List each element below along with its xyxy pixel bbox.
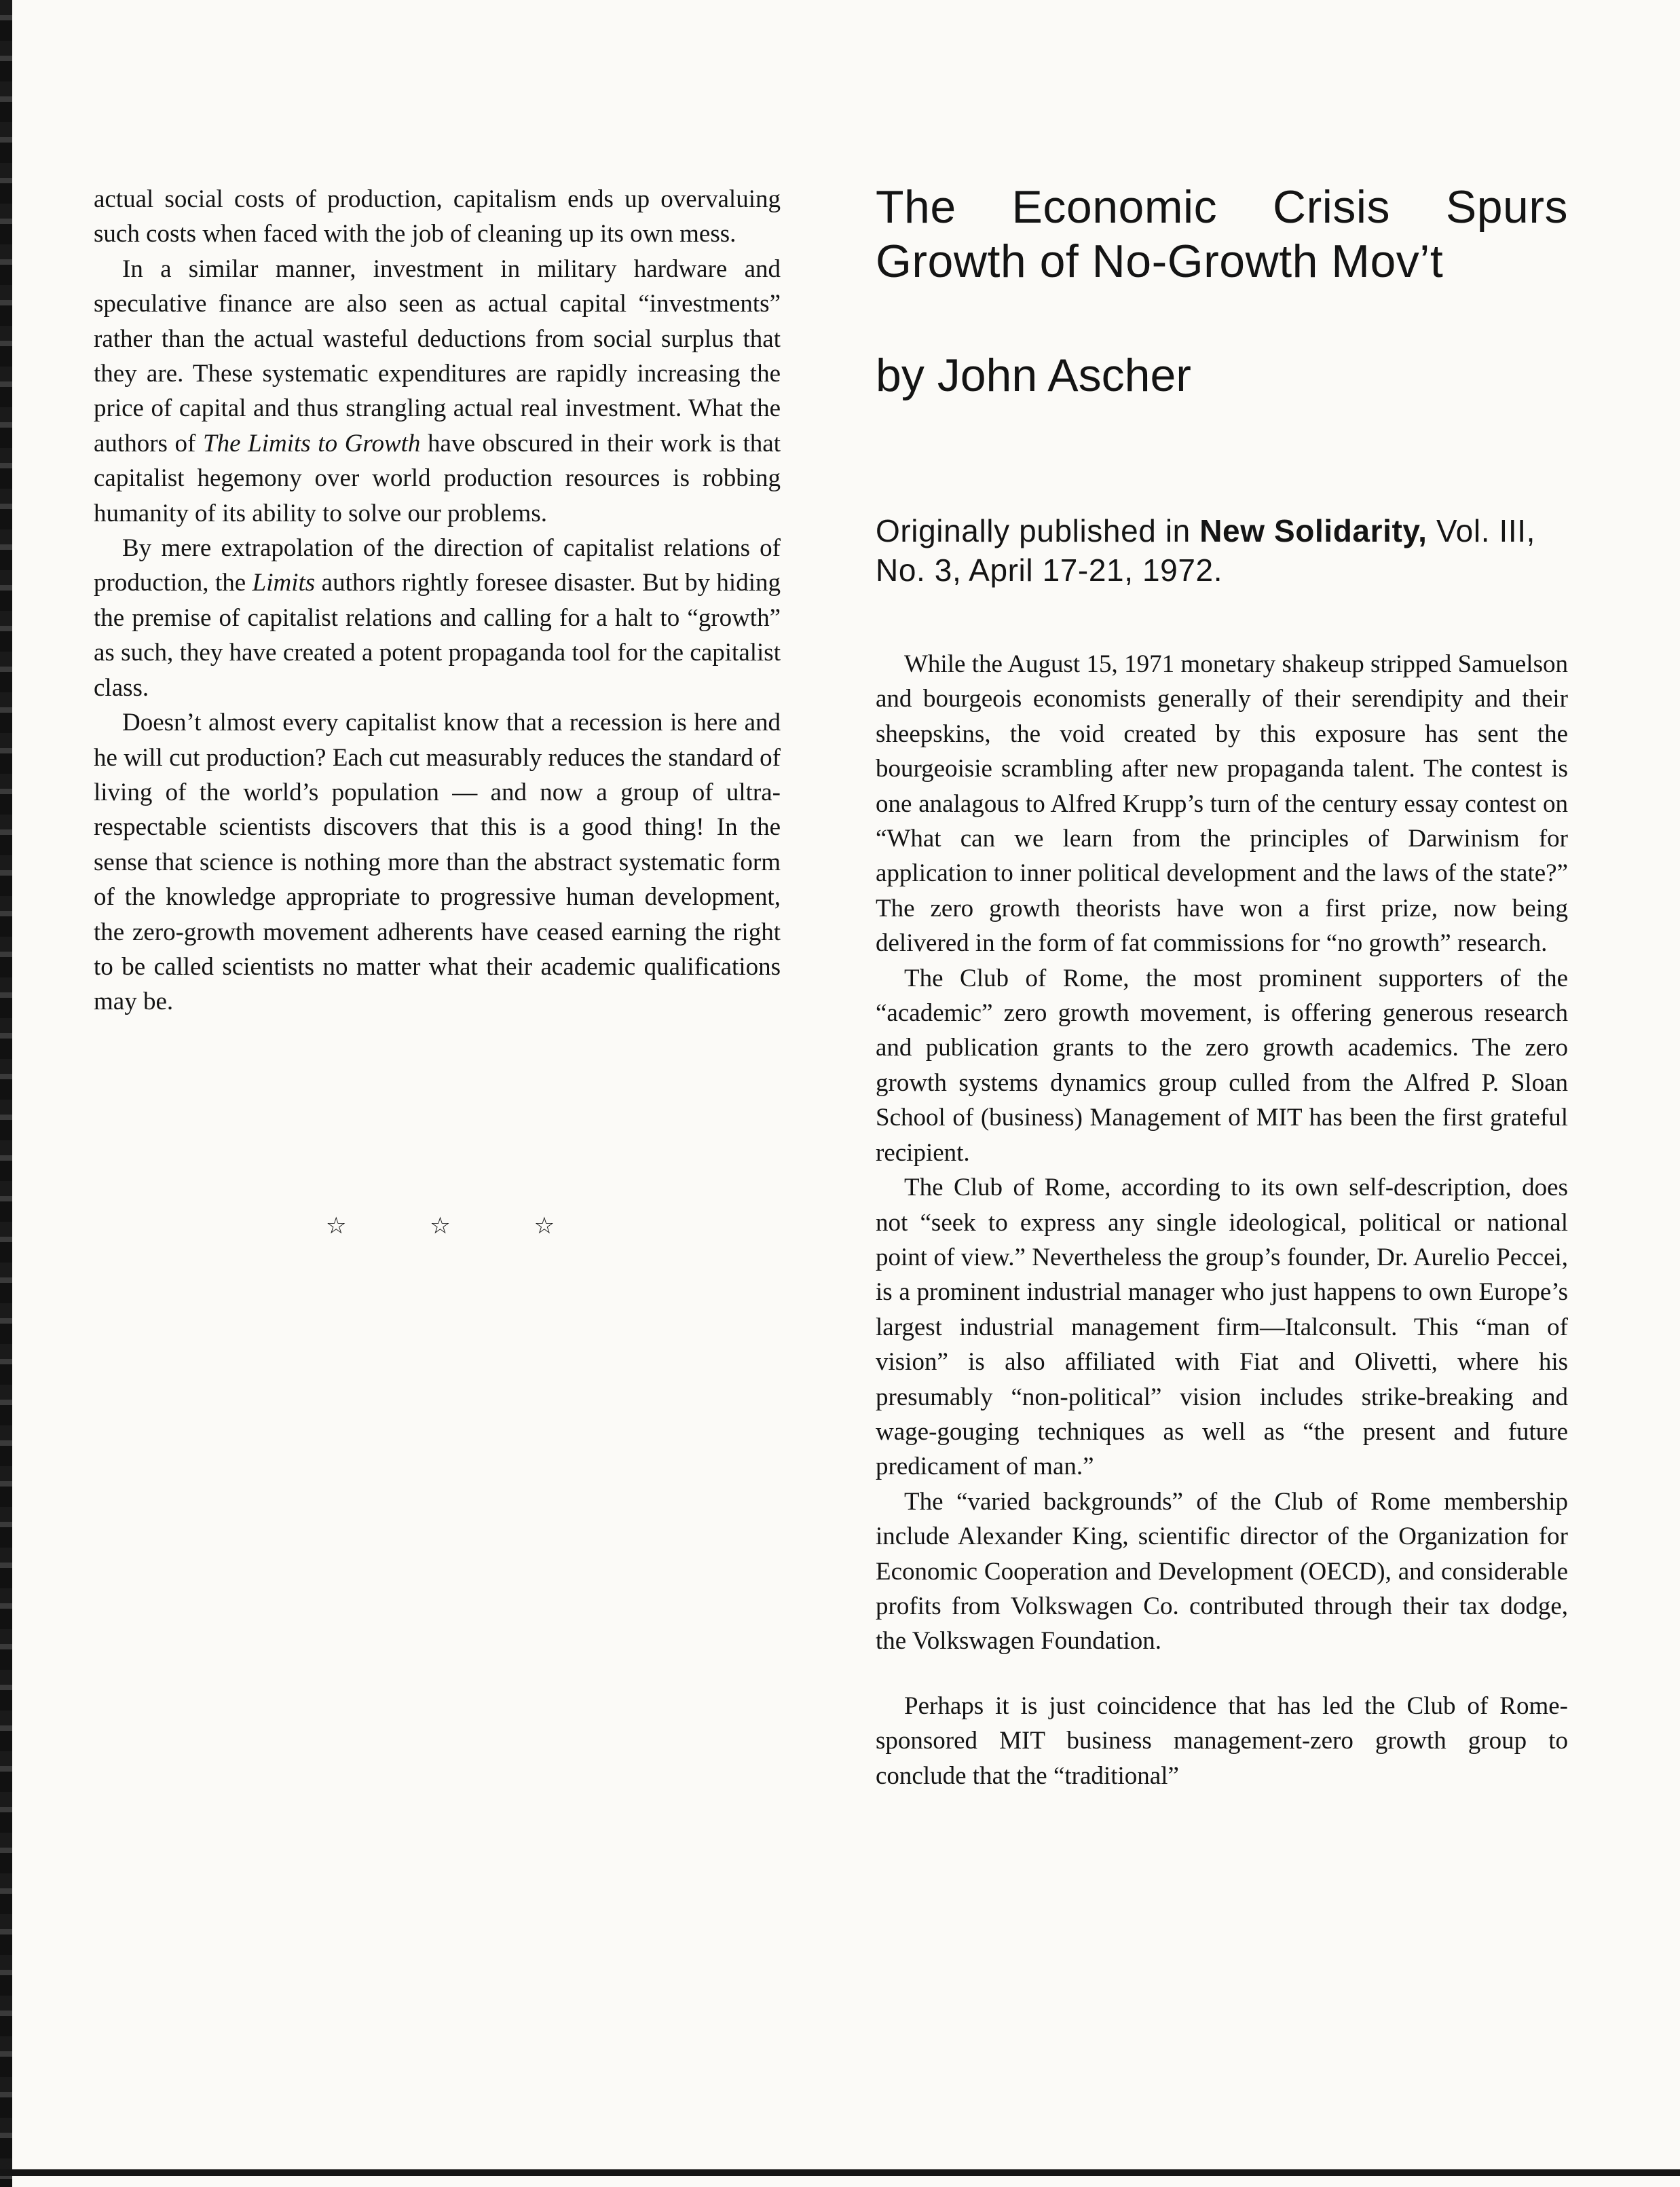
book-title-limits-to-growth: The Limits to Growth — [203, 429, 421, 457]
left-paragraph-2-text-b: have obscured in their work is that capitalist hegemony over world production resources is robbing humanity of its ability to solve our problems. — [94, 429, 781, 527]
publication-name: New Solidarity, — [1199, 513, 1427, 548]
left-paragraph-2 — [94, 252, 781, 531]
right-body-text — [876, 647, 1568, 1793]
right-paragraph-4: The “varied backgrounds” of the Club of Rome membership include Alexander King, scientific director of the Organization for Economic Cooperation and Development (OECD), and considerable profits from Volkswagen Co. contributed through their tax dodge, the Volkswagen Foundation. — [876, 1487, 1568, 1656]
left-paragraph-2-text-a: In a similar manner, investment in military hardware and speculative finance are also seen as actual capital “investments” rather than the actual wasteful deductions from social surplus that they are. These systematic expenditures are rapidly increasing the price of capital and thus strangling actual real investment. What the authors of — [94, 255, 781, 457]
publication-note — [876, 511, 1568, 590]
article-byline: by John Ascher — [876, 350, 1191, 401]
book-short-title-limits: Limits — [252, 569, 316, 597]
right-paragraph-1: While the August 15, 1971 monetary shakeup stripped Samuelson and bourgeois economists generally of their serendipity and their sheepskins, the void created by this exposure has sent the bourgeoisie scrambling after new propaganda talent. The contest is one analagous to Alfred Krupp’s turn of the century essay contest on “What can we learn from the principles of Darwinism for application to inner political development and the laws of the state?” The zero growth theorists have won a first prize, now being delivered in the form of fat commissions for “no growth” research. — [876, 650, 1568, 958]
page-binding-edge — [0, 0, 12, 2187]
left-body-text — [94, 182, 781, 1020]
right-column — [876, 180, 1568, 1793]
publication-note-prefix: Originally published in — [876, 513, 1200, 548]
bottom-rule — [0, 2169, 1680, 2176]
right-paragraph-5: Perhaps it is just coincidence that has led the Club of Rome-sponsored MIT business management-zero growth group to conclude that the “traditional” — [876, 1691, 1568, 1790]
right-paragraph-2: The Club of Rome, the most prominent supporters of the “academic” zero growth movement, is offering generous research and publication grants to the zero growth academics. The zero growth systems dynamics group culled from the Alfred P. Sloan School of (business) Management of MIT has been the first grateful recipient. — [876, 964, 1568, 1167]
left-column — [94, 182, 781, 1020]
left-paragraph-3-text-b: authors rightly foresee disaster. But by hiding the premise of capitalist relations and calling for a halt to “growth” as such, they have created a potent propaganda tool for the capitalist class. — [94, 569, 781, 702]
left-paragraph-3 — [94, 531, 781, 705]
left-paragraph-1: actual social costs of production, capitalism ends up overvaluing such costs when faced with the job of cleaning up its own mess. — [94, 185, 781, 248]
section-separator-stars: ☆ ☆ ☆ — [326, 1212, 593, 1239]
publication-issue: Vol. III, No. 3, April 17-21, 1972. — [876, 513, 1535, 588]
left-paragraph-3-text-a: By mere extrapolation of the direction of capitalist relations of production, the — [94, 534, 781, 597]
article-headline: The Economic Crisis Spurs Growth of No-Growth Mov’t — [876, 181, 1568, 287]
right-paragraph-3: The Club of Rome, according to its own self-description, does not “seek to express any single ideological, political or national point of view.” Nevertheless the group’s founder, Dr. Aurelio Peccei, is a prominent industrial manager who just happens to own Europe’s largest industrial management firm—Italconsult. This “man of vision” is also affiliated with Fiat and Olivetti, where his presumably “non-political” vision includes strike-breaking and wage-gouging techniques as well as “the present and future predicament of man.” — [876, 1174, 1568, 1481]
left-paragraph-4: Doesn’t almost every capitalist know that a recession is here and he will cut production? Each cut measurably reduces the standard of living of the world’s population — and now a group of ultra-respectable scientists discovers that this is a good thing! In the sense that science is nothing more than the abstract systematic form of the knowledge appropriate to progressive human development, the zero-growth movement adherents have ceased earning the right to be called scientists no matter what their academic qualifications may be. — [94, 709, 781, 1016]
